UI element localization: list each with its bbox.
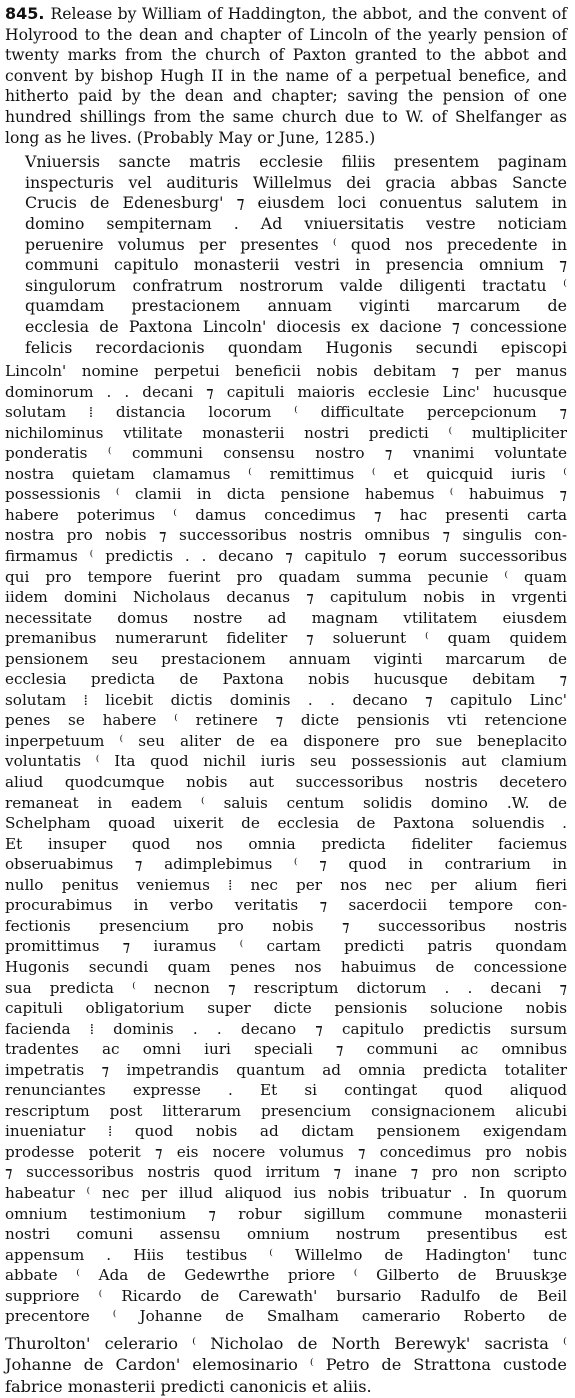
text-line: abbate ⁽ Ada de Gedewrthe priore ⁽ Gilberto de Bruuskȝe	[5, 1266, 567, 1285]
text-line: solutam ⁞ licebit dictis dominis . . decano ⁊ capitulo Linc'	[5, 690, 567, 709]
text-line: nostri comuni assensu omnium nostrum presentibus est	[5, 1225, 567, 1244]
text-line: Johanne de Cardon' elemosinario ⁽ Petro de Strattona custode	[5, 1355, 567, 1375]
text-line: inperpetuum ⁽ seu aliter de ea disponere pro sue beneplacito	[5, 731, 567, 750]
text-line: procurabimus in verbo veritatis ⁊ sacerdocii tempore con-	[5, 896, 567, 915]
text-line: peruenire volumus per presentes ⁽ quod nos precedente in	[25, 234, 567, 254]
text-line: renunciantes expresse . Et si contingat quod aliquod	[5, 1081, 567, 1100]
text-line: domino sempiternam . Ad vniuersitatis vestre noticiam	[25, 213, 567, 233]
text-line: premanibus numerarunt fideliter ⁊ soluerunt ⁽ quam quidem	[5, 629, 567, 648]
text-line: necessitate domus nostre ad magnam vtilitatem eiusdem	[5, 608, 567, 627]
text-line: habere poterimus ⁽ damus concedimus ⁊ hac presenti carta	[5, 505, 567, 524]
text-line: quamdam prestacionem annuam viginti marcarum de	[25, 296, 567, 316]
text-line: Et insuper quod nos omnia predicta fideliter faciemus	[5, 834, 567, 853]
charter-body	[5, 361, 567, 1327]
text-line: fectionis presencium pro nobis ⁊ successoribus nostris	[5, 916, 567, 935]
text-line: singulorum confratrum nostrorum valde diligenti tractatu ⁽	[25, 275, 567, 295]
text-line: inueniatur ⁞ quod nobis ad dictam pensionem exigendam	[5, 1122, 567, 1141]
text-line: solutam ⁞ distancia locorum ⁽ difficultate percepcionum ⁊	[5, 403, 567, 422]
text-line: nullo penitus veniemus ⁞ nec per nos nec per alium fieri	[5, 875, 567, 894]
text-line: ponderatis ⁽ communi consensu nostro ⁊ vnanimi voluntate	[5, 444, 567, 463]
text-line: obseruabimus ⁊ adimplebimus ⁽ ⁊ quod in contrarium in	[5, 855, 567, 874]
text-line: nostra quietam clamamus ⁽ remittimus ⁽ et quicquid iuris ⁽	[5, 464, 567, 483]
text-line: firmamus ⁽ predictis . . decano ⁊ capitulo ⁊ eorum successoribus	[5, 547, 567, 566]
entry-summary: Release by William of Haddington, the abbot, and the convent of Holyrood to the dean and chapter of Lincoln of the yearly pension of twenty marks from the church of Paxton granted to the abbot and convent by bishop Hugh II in the name of a perpetual benefice, and hitherto paid by the dean and chapter; saving the pension of one hundred shillings from the same church due to W. of Shelfanger as long as he lives. (Probably May or June, 1285.)	[5, 5, 567, 147]
entry-heading	[5, 4, 567, 148]
text-line: penes se habere ⁽ retinere ⁊ dicte pensionis vti retencione	[5, 711, 567, 730]
text-line: appensum . Hiis testibus ⁽ Willelmo de Hadington' tunc	[5, 1245, 567, 1264]
charter-witness-tail	[5, 1333, 567, 1398]
text-line: Hugonis secundi quam penes nos habuimus de concessione	[5, 957, 567, 976]
text-line: omnium testimonium ⁊ robur sigillum commune monasterii	[5, 1204, 567, 1223]
text-line: habeatur ⁽ nec per illud aliquod ius nobis tribuatur . In quorum	[5, 1183, 567, 1202]
text-line: ecclesia de Paxtona Lincoln' diocesis ex dacione ⁊ concessione	[25, 316, 567, 336]
text-line: nostra pro nobis ⁊ successoribus nostris omnibus ⁊ singulis con-	[5, 526, 567, 545]
text-line: rescriptum post litterarum presencium consignacionem alicubi	[5, 1101, 567, 1120]
text-line: nichilominus vtilitate monasterii nostri predicti ⁽ multipliciter	[5, 423, 567, 442]
text-line: inspecturis vel audituris Willelmus dei gracia abbas Sancte	[25, 172, 567, 192]
text-line: Thurolton' celerario ⁽ Nicholao de North Berewyk' sacrista ⁽	[5, 1333, 567, 1353]
text-line: ecclesia predicta de Paxtona nobis hucusque debitam ⁊	[5, 670, 567, 689]
text-line: tradentes ac omni iuri speciali ⁊ communi ac omnibus	[5, 1040, 567, 1059]
text-line: dominorum . . decani ⁊ capituli maioris ecclesie Linc' hucusque	[5, 382, 567, 401]
text-line: precentore ⁽ Johanne de Smalham camerario Roberto de	[5, 1307, 567, 1326]
entry-number: 845.	[5, 4, 45, 23]
text-line: remaneat in eadem ⁽ saluis centum solidis domino .W. de	[5, 793, 567, 812]
text-line: felicis recordacionis quondam Hugonis secundi episcopi	[25, 337, 567, 357]
text-line: promittimus ⁊ iuramus ⁽ cartam predicti patris quondam	[5, 937, 567, 956]
text-line: ⁊ successoribus nostris quod irritum ⁊ inane ⁊ pro non scripto	[5, 1163, 567, 1182]
text-line: possessionis ⁽ clamii in dicta pensione habemus ⁽ habuimus ⁊	[5, 485, 567, 504]
text-line: qui pro tempore fuerint pro quadam summa pecunie ⁽ quam	[5, 567, 567, 586]
text-line: communi capitulo monasterii vestri in presencia omnium ⁊	[25, 255, 567, 275]
text-line: sua predicta ⁽ necnon ⁊ rescriptum dictorum . . decani ⁊	[5, 978, 567, 997]
text-line: capituli obligatorium super dicte pensionis solucione nobis	[5, 999, 567, 1018]
text-line: Crucis de Edenesburg' ⁊ eiusdem loci conuentus salutem in	[25, 193, 567, 213]
text-line: Schelpham quoad uixerit de ecclesia de Paxtona soluendis .	[5, 814, 567, 833]
text-line: prodesse poterit ⁊ eis nocere volumus ⁊ concedimus pro nobis	[5, 1142, 567, 1161]
text-line: iidem domini Nicholaus decanus ⁊ capitulum nobis in vrgenti	[5, 588, 567, 607]
text-line: impetratis ⁊ impetrandis quantum ad omnia predicta totaliter	[5, 1060, 567, 1079]
text-line: voluntatis ⁽ Ita quod nichil iuris seu possessionis aut clamium	[5, 752, 567, 771]
text-line: facienda ⁞ dominis . . decano ⁊ capitulo predictis sursum	[5, 1019, 567, 1038]
charter-opening	[25, 152, 567, 358]
text-line: Lincoln' nomine perpetui beneficii nobis debitam ⁊ per manus	[5, 362, 567, 381]
text-line: pensionem seu prestacionem annuam viginti marcarum de	[5, 649, 567, 668]
text-line: suppriore ⁽ Ricardo de Carewath' bursario Radulfo de Beil	[5, 1286, 567, 1305]
text-line: aliud quodcumque nobis aut successoribus nostris decetero	[5, 773, 567, 792]
text-line: fabrice monasterii predicti canonicis et aliis.	[5, 1376, 372, 1396]
text-line: Vniuersis sancte matris ecclesie filiis presentem paginam	[25, 152, 567, 172]
